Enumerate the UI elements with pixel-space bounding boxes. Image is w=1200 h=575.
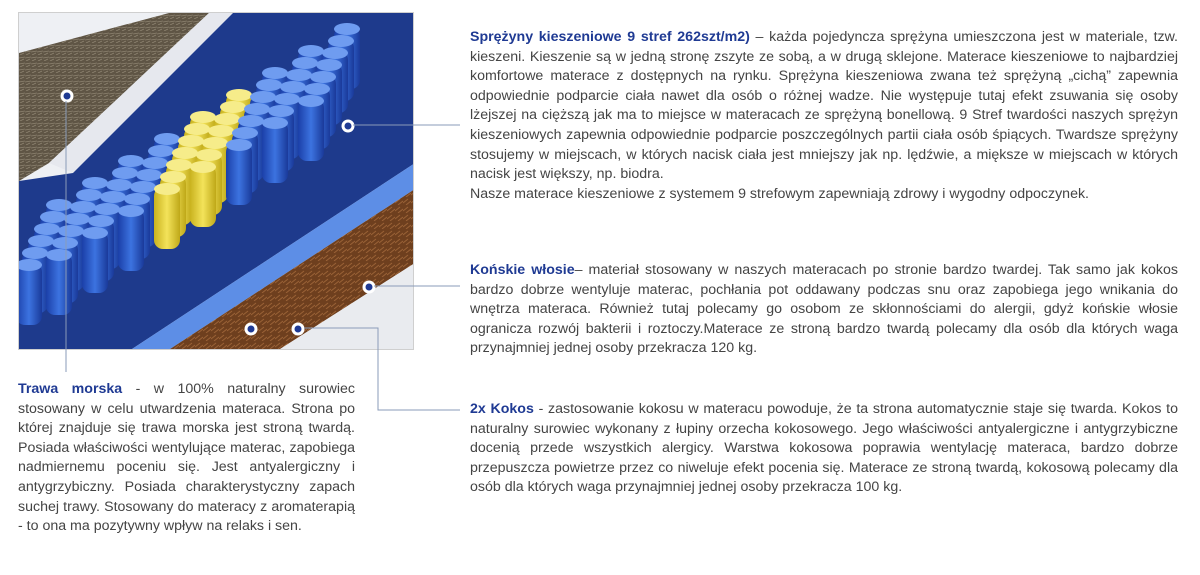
pocket-springs-paragraph xyxy=(470,28,1178,185)
coconut-description xyxy=(470,400,1178,498)
pocket-springs-footer: Nasze materace kieszeniowe z systemem 9 strefowym zapewniają zdrowy i wygodny odpoczynek. xyxy=(470,185,1089,202)
coconut-body: - zastosowanie kokosu w materacu powoduje, że ta strona automatycznie staje się twarda. Kokos to naturalny surowiec wykonany z łupiny orzecha kokosowego. Jego właściwości antyalergiczne i antygrzybiczne docenią przede wszystkich alergicy. Warstwa kokosowa poprawia wentylację materaca, bardzo dobrze przepuszcza powietrze przez co niweluje efekt pocenia się. Materace ze stroną twardą, kokosową polecamy dla osób dla których waga przynajmniej jednej osoby przekracza 100 kg. xyxy=(470,401,1179,496)
pocket-springs-body: – każda pojedyncza sprężyna umieszczona jest w materiale, tzw. kieszeni. Kieszenie są w jedną stronę zszyte ze sobą, a w drugą sklejone. Materace kieszeniowe to najbardziej komfortowe materace z dostępnych na rynku. Sprężyna kieszeniowa zwana też sprężyną „cichą” zapewnia odpowiednie podparcie ciała nawet dla osób o różnej wadze. Nie występuje tutaj efekt zsuwania się osoby lżejszej na cięższą jak ma to miejsce w materacach ze sprężyną bonellową. 9 Stref twardości naszych sprężyn kieszeniowych zapewnia odpowiednie podparcie poszczególnych partii ciała osób śpiących. Twardsze sprężyny stosujemy w miejscach, w których nacisk ciała jest mniejszy jak np. lędźwie, a miększe w miejscach w których nacisk jest większy, np. biodra. xyxy=(470,29,1179,183)
seagrass-description xyxy=(18,380,355,537)
seagrass-body: - w 100% naturalny surowiec stosowany w celu utwardzenia materaca. Strona po której znajduje się trawa morska jest stroną twardą. Posiada właściwości wentylujące materac, zapobiega nadmiernemu poceniu się. Jest antyalergiczny i antygrzybiczny. Posiada charakterystyczny zapach suchej trawy. Stosowany do materacy z aromaterapią - to ona ma pozytywny wpływ na relaks i sen. xyxy=(18,381,356,535)
seagrass-heading: Trawa morska xyxy=(18,381,123,397)
mattress-cross-section-image xyxy=(18,12,414,350)
spring-coil xyxy=(154,183,180,249)
seagrass-paragraph xyxy=(18,380,355,537)
spring-coil xyxy=(226,139,252,205)
horsehair-description xyxy=(470,261,1178,359)
horsehair-paragraph xyxy=(470,261,1178,359)
spring-coil xyxy=(19,259,42,325)
horsehair-heading: Końskie włosie xyxy=(470,262,575,278)
spring-coil xyxy=(82,227,108,293)
spring-coil xyxy=(262,117,288,183)
spring-coil xyxy=(118,205,144,271)
spring-coil xyxy=(298,95,324,161)
pocket-springs-description xyxy=(470,28,1178,204)
coconut-heading: 2x Kokos xyxy=(470,401,534,417)
coconut-paragraph xyxy=(470,400,1178,498)
spring-coil xyxy=(190,161,216,227)
pocket-springs-heading: Sprężyny kieszeniowe 9 stref 262szt/m2) xyxy=(470,29,750,45)
horsehair-body: – materiał stosowany w naszych materacach po stronie bardzo twardej. Tak samo jak kokos bardzo dobrze wentyluje materac, pochłania pot oddawany podczas snu oraz zapobiega jego wnikania do wnętrza materaca. Również tutaj polecamy go osobom ze skłonnościami do alergii, gdyż końskie włosie ogranicza rozwój bakterii i roztoczy.Materace ze stroną bardzo twardą polecamy dla osób dla których waga przynajmniej jednej osoby przekracza 120 kg. xyxy=(470,262,1179,357)
spring-coil xyxy=(46,249,72,315)
